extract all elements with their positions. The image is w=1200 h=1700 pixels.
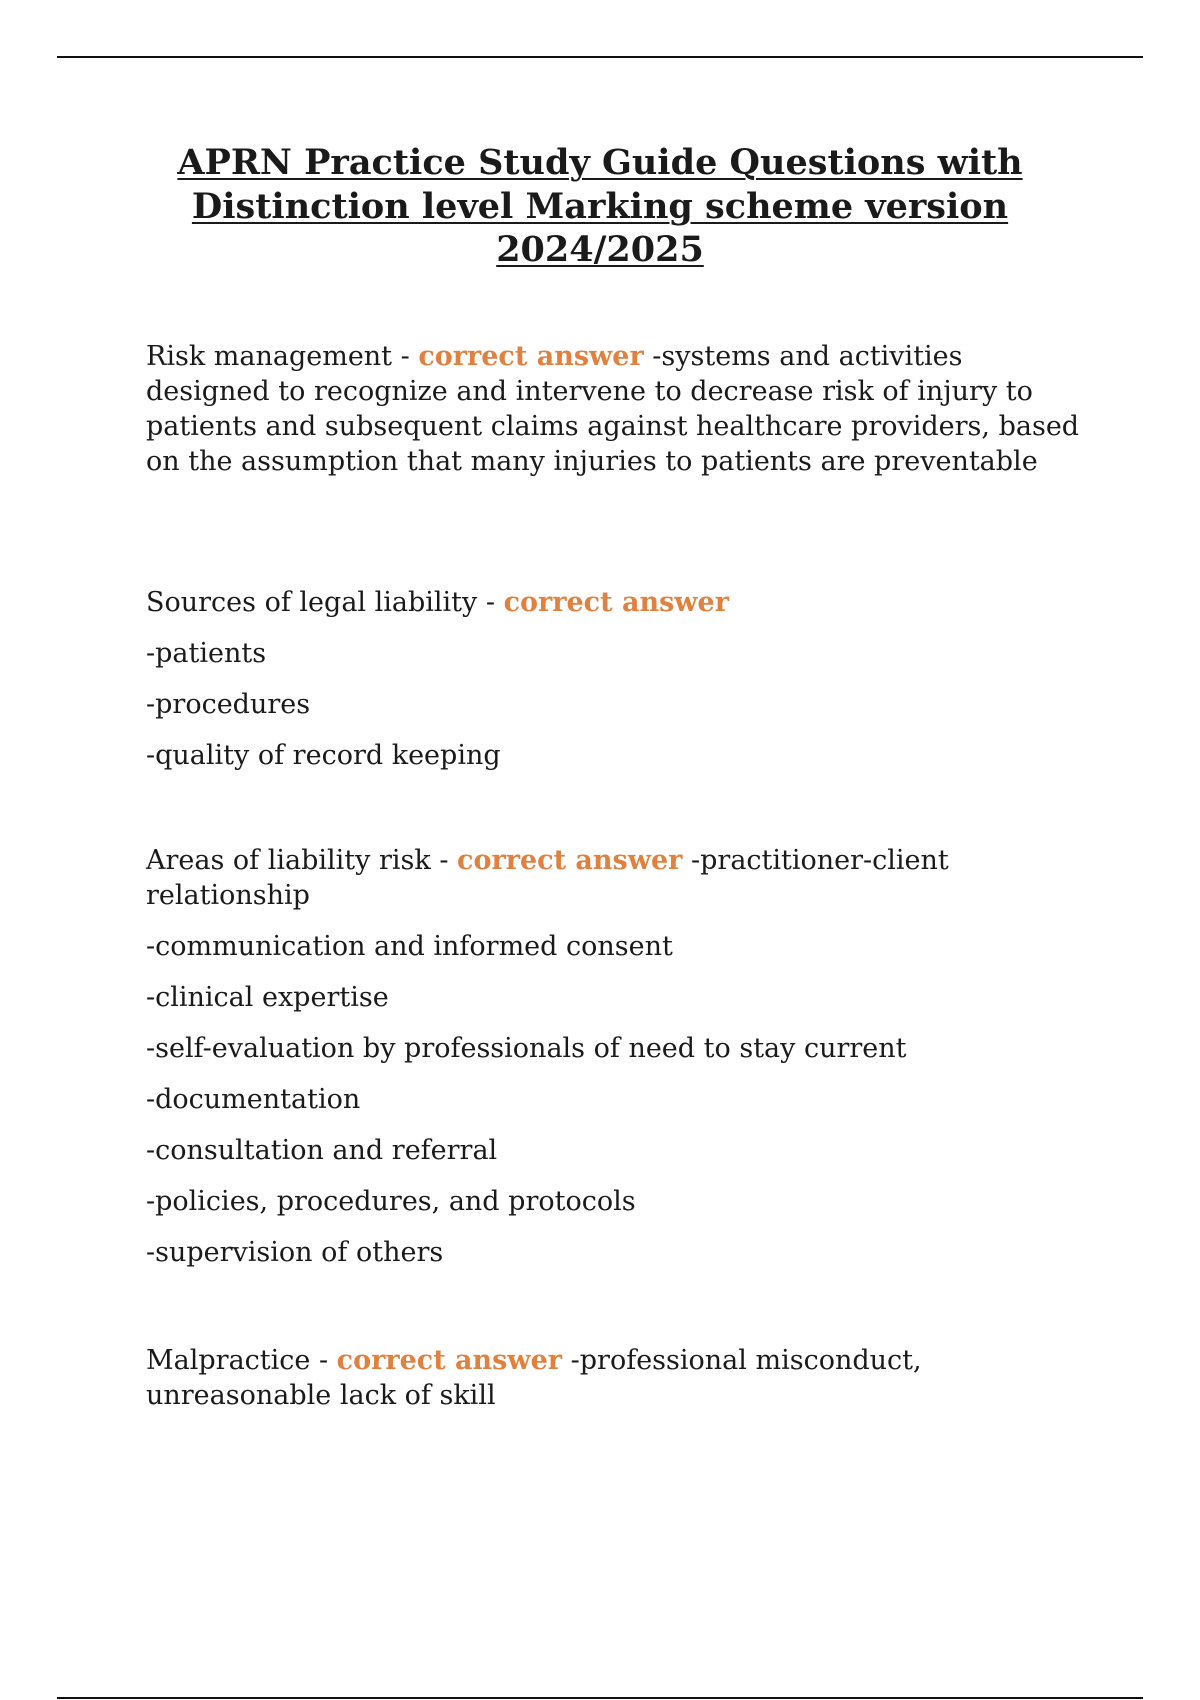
entry-term: Malpractice - bbox=[146, 1345, 337, 1376]
entry-term: Areas of liability risk - bbox=[146, 845, 458, 876]
entry-text bbox=[146, 339, 1086, 479]
bottom-divider bbox=[57, 1697, 1143, 1699]
answer-label: correct answer bbox=[336, 1345, 563, 1376]
entry-term: Sources of legal liability - bbox=[146, 587, 504, 618]
top-divider bbox=[57, 56, 1143, 58]
entry-malpractice bbox=[146, 1343, 1086, 1413]
list-item: -patients bbox=[146, 638, 267, 669]
list-item: -clinical expertise bbox=[146, 982, 389, 1013]
list-item: -documentation bbox=[146, 1084, 361, 1115]
answer-label: correct answer bbox=[418, 341, 644, 372]
entry-term: Risk management - bbox=[146, 341, 419, 372]
list-item: -self-evaluation by professionals of need to stay current bbox=[146, 1033, 907, 1064]
list-item: -procedures bbox=[146, 689, 311, 720]
list-item: -communication and informed consent bbox=[146, 931, 673, 962]
answer-label: correct answer bbox=[503, 587, 729, 618]
entry-risk-management bbox=[146, 339, 1086, 479]
entry-text bbox=[146, 843, 1086, 913]
entry-definition: -professional misconduct, unreasonable lack of skill bbox=[146, 1345, 922, 1411]
entry-text bbox=[146, 585, 1086, 620]
list-item: -policies, procedures, and protocols bbox=[146, 1186, 636, 1217]
list-item: -consultation and referral bbox=[146, 1135, 498, 1166]
answer-label: correct answer bbox=[457, 845, 683, 876]
entry-definition: -practitioner-client relationship bbox=[146, 845, 949, 911]
list-item: -supervision of others bbox=[146, 1237, 444, 1268]
entry-definition: -systems and activities designed to recognize and intervene to decrease risk of injury to patients and subsequent claims against healthcare providers, based on the assumption that many injuries to patients are preventable bbox=[146, 341, 1080, 477]
entry-sources-of-legal-liability bbox=[146, 585, 1086, 773]
list-item: -quality of record keeping bbox=[146, 740, 501, 771]
document-title: APRN Practice Study Guide Questions with Distinction level Marking scheme version 2024/2025 bbox=[177, 142, 1023, 270]
entry-text bbox=[146, 1343, 1086, 1413]
entry-areas-of-liability-risk bbox=[146, 843, 1086, 1270]
